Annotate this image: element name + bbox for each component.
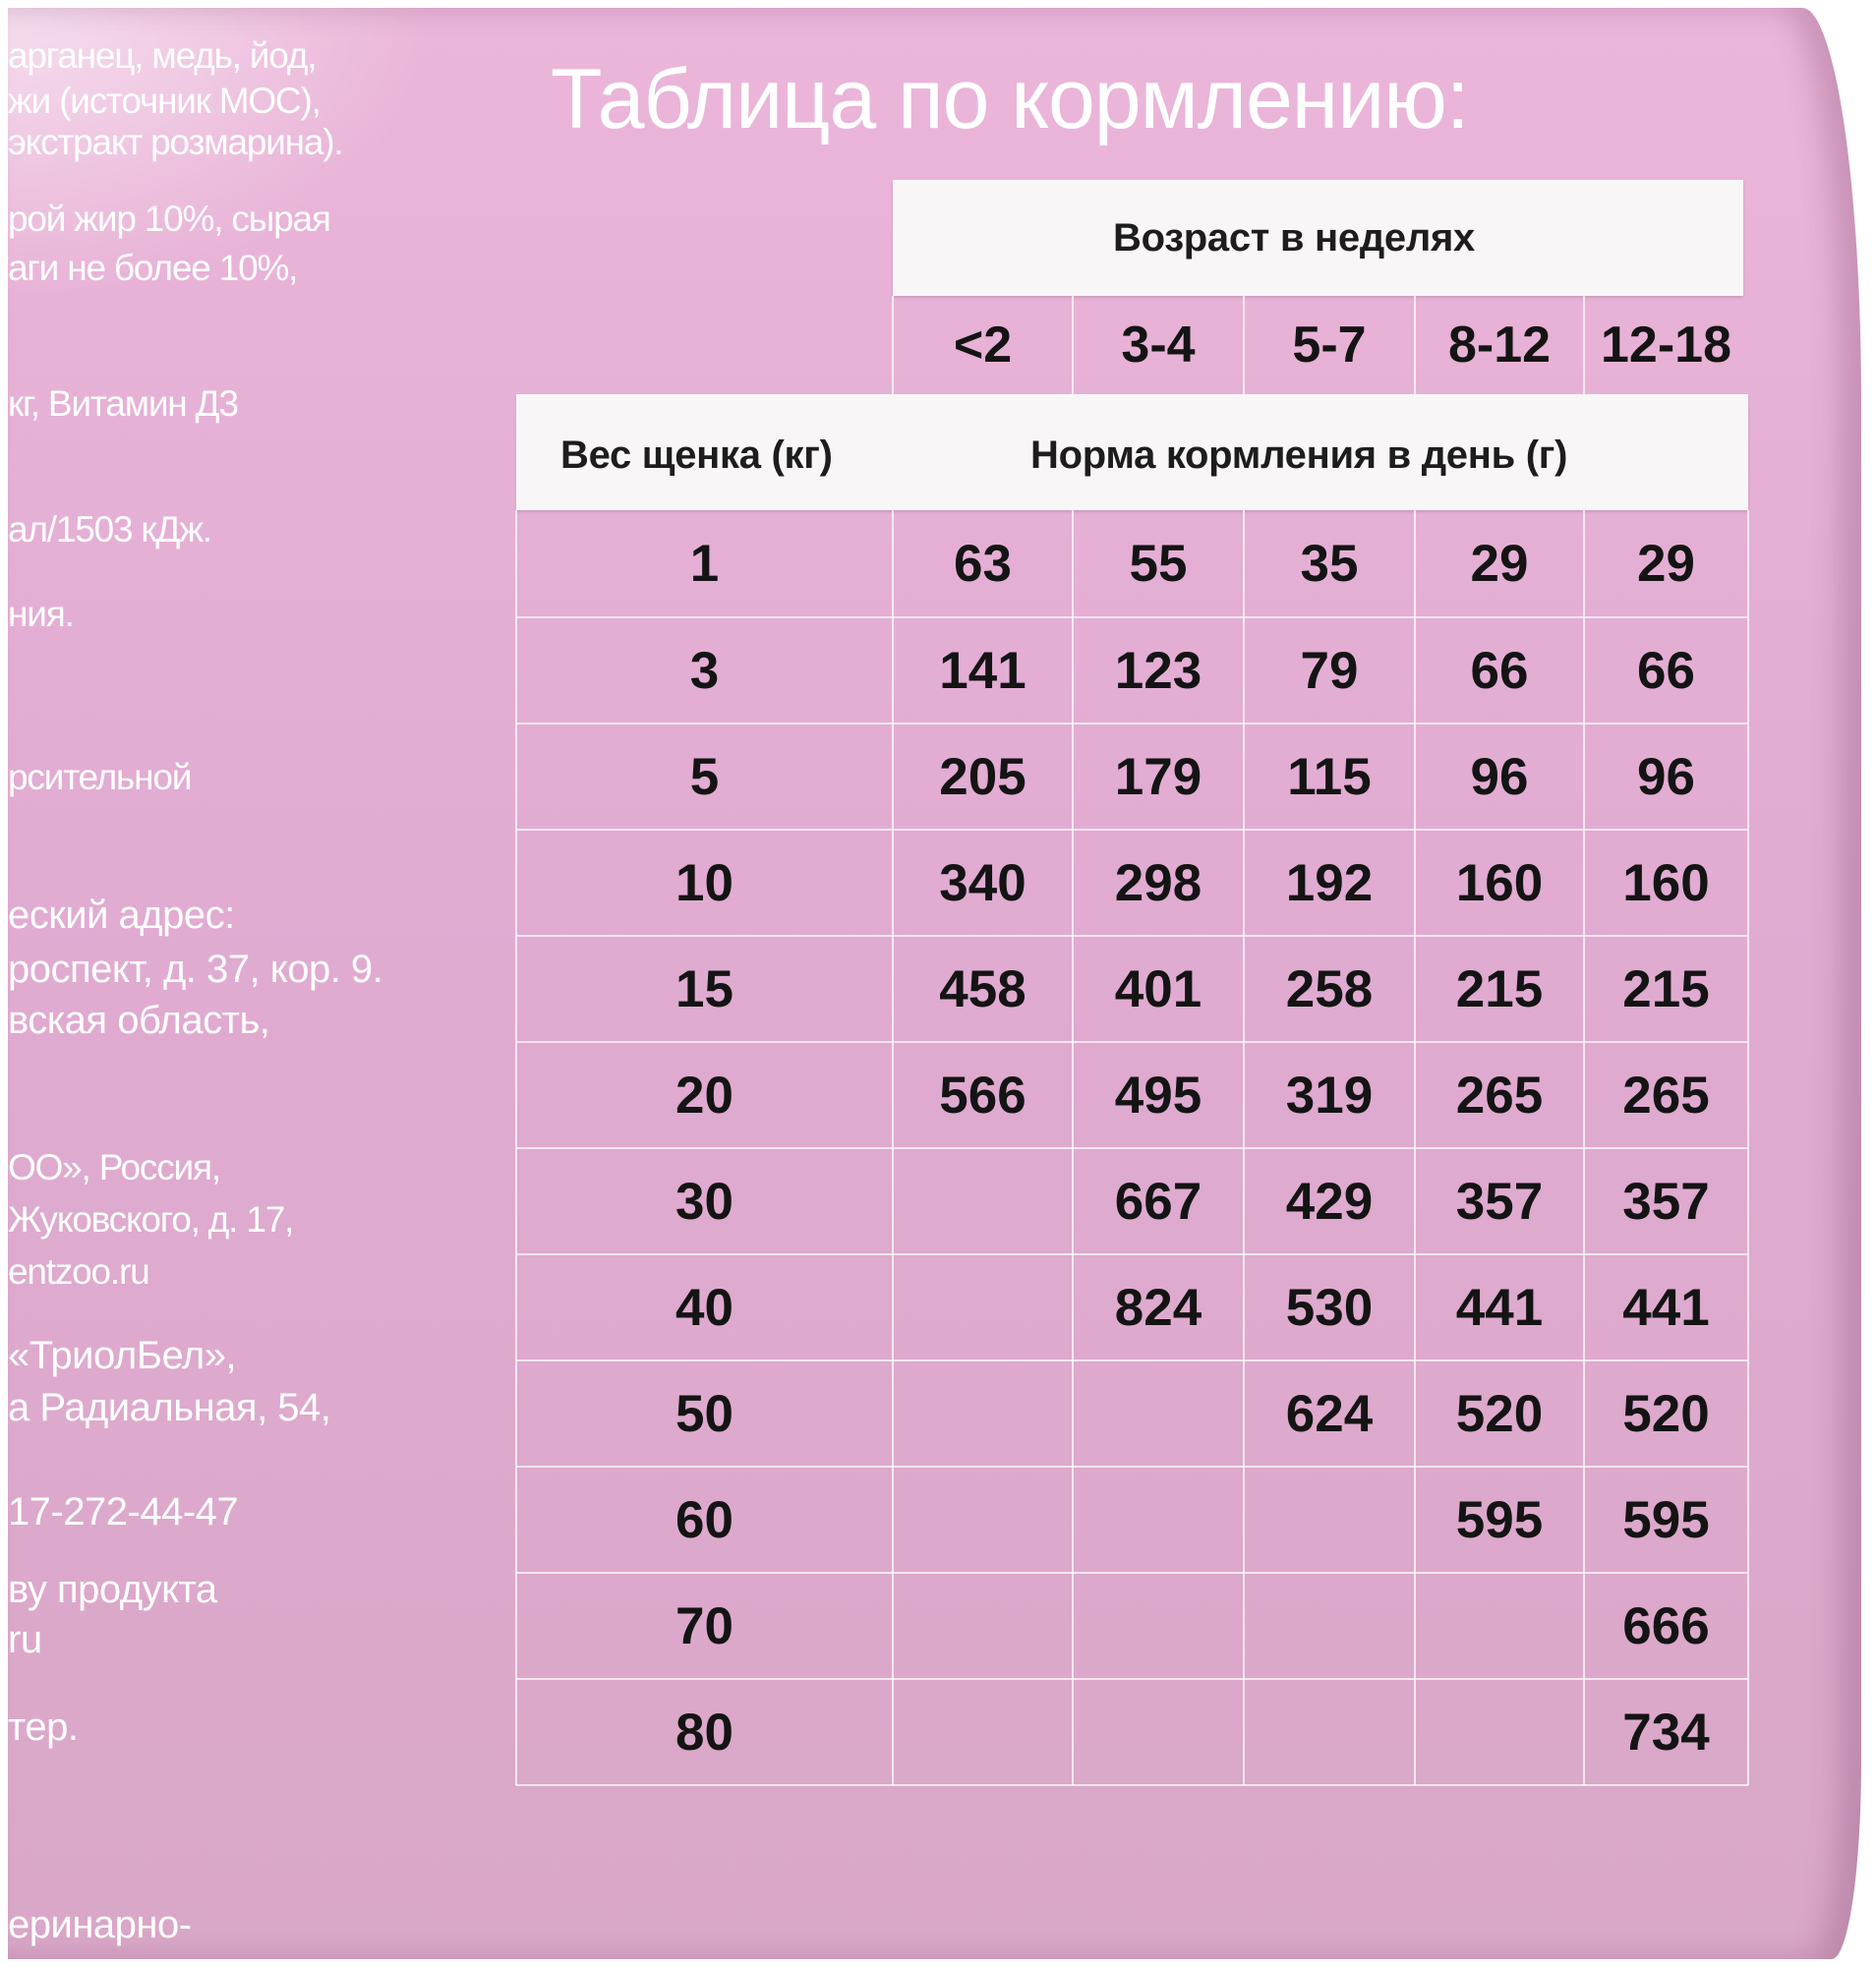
feeding-amount-cell — [1073, 1679, 1244, 1785]
side-text-line: еринарно- — [8, 1903, 192, 1946]
norm-header: Норма кормления в день (г) — [1030, 434, 1568, 477]
feeding-amount-cell: 265 — [1622, 1066, 1710, 1125]
feeding-amount-cell: 265 — [1455, 1066, 1544, 1125]
feeding-amount-cell: 495 — [1114, 1066, 1202, 1125]
side-text-line: «ТриолБел», — [8, 1334, 237, 1377]
side-text-line: ru — [8, 1618, 42, 1661]
weight-cell: 30 — [675, 1172, 733, 1231]
feeding-amount-cell: 96 — [1470, 747, 1529, 806]
feeding-amount-cell: 115 — [1287, 747, 1372, 806]
feeding-amount-cell: 824 — [1114, 1278, 1202, 1337]
feeding-amount-cell: 179 — [1114, 747, 1202, 806]
side-text-line: ву продукта — [8, 1568, 217, 1611]
feeding-amount-cell — [893, 1679, 1073, 1785]
feeding-amount-cell: 441 — [1455, 1278, 1544, 1337]
side-text-line: тер. — [8, 1706, 79, 1749]
feeding-amount-cell: 429 — [1285, 1172, 1374, 1231]
grid-line-vertical — [1243, 296, 1245, 394]
feeding-amount-cell: 215 — [1455, 959, 1544, 1018]
feeding-amount-cell: 215 — [1622, 959, 1710, 1018]
side-text-line: аги не более 10%, — [8, 248, 298, 288]
feeding-amount-cell — [1244, 1467, 1415, 1573]
feeding-amount-cell — [1073, 1360, 1244, 1467]
side-text-line: entzoo.ru — [8, 1251, 149, 1292]
age-column-header: <2 — [953, 317, 1013, 374]
feeding-amount-cell: 441 — [1622, 1278, 1710, 1337]
age-column-header: 3-4 — [1121, 317, 1196, 374]
side-text-line: 17-272-44-47 — [8, 1490, 239, 1533]
age-column-header: 12-18 — [1601, 317, 1731, 374]
side-text-line: кг, Витамин Д3 — [8, 383, 238, 424]
side-text-line: рой жир 10%, сырая — [8, 199, 330, 239]
age-header: Возраст в неделях — [1113, 216, 1475, 260]
weight-cell: 15 — [675, 959, 733, 1018]
side-text-line: ОО», Россия, — [8, 1147, 220, 1187]
feeding-amount-cell: 595 — [1622, 1490, 1710, 1549]
feeding-amount-cell: 595 — [1455, 1490, 1544, 1549]
feeding-amount-cell: 35 — [1300, 535, 1359, 593]
feeding-amount-cell: 29 — [1470, 535, 1529, 593]
side-text-line: Жуковского, д. 17, — [8, 1199, 294, 1240]
feeding-amount-cell: 667 — [1114, 1172, 1202, 1231]
feeding-amount-cell: 141 — [939, 641, 1026, 700]
age-column-header: 8-12 — [1447, 317, 1552, 374]
weight-header: Вес щенка (кг) — [560, 434, 833, 477]
feeding-amount-cell: 29 — [1637, 535, 1695, 593]
weight-cell: 20 — [675, 1066, 733, 1125]
feeding-amount-cell: 357 — [1622, 1172, 1710, 1231]
side-text-line: ния. — [8, 594, 74, 634]
weight-cell: 40 — [675, 1278, 733, 1337]
feeding-amount-cell: 79 — [1300, 641, 1359, 700]
feeding-amount-cell: 160 — [1455, 853, 1544, 912]
feeding-amount-cell: 258 — [1285, 959, 1374, 1018]
feeding-amount-cell — [1244, 1573, 1415, 1679]
side-text-line: арганец, медь, йод, — [8, 35, 317, 76]
feeding-amount-cell: 205 — [939, 747, 1026, 806]
side-text-line: вская область, — [8, 999, 270, 1042]
feeding-amount-cell: 340 — [939, 853, 1026, 912]
feeding-amount-cell — [893, 1254, 1073, 1360]
side-text-line: жи (источник МОС), — [8, 81, 321, 121]
grid-line-vertical — [1072, 296, 1074, 394]
weight-cell: 60 — [675, 1490, 733, 1549]
feeding-amount-cell — [1244, 1679, 1415, 1785]
weight-cell: 5 — [689, 747, 720, 806]
side-text-line: еский адрес: — [8, 894, 235, 937]
side-text-line: рсительной — [8, 757, 192, 797]
feeding-amount-cell — [1415, 1573, 1584, 1679]
package-background — [8, 8, 1861, 1959]
feeding-amount-cell: 55 — [1129, 535, 1188, 593]
feeding-amount-cell: 401 — [1114, 959, 1202, 1018]
feeding-amount-cell — [893, 1573, 1073, 1679]
weight-cell: 80 — [675, 1703, 733, 1762]
feeding-amount-cell — [1415, 1679, 1584, 1785]
feeding-amount-cell: 520 — [1455, 1384, 1544, 1443]
table-title: Таблица по кормлению: — [551, 52, 1469, 146]
feeding-amount-cell — [1073, 1573, 1244, 1679]
feeding-amount-cell: 530 — [1285, 1278, 1374, 1337]
feeding-amount-cell — [893, 1467, 1073, 1573]
feeding-amount-cell: 357 — [1455, 1172, 1544, 1231]
feeding-amount-cell — [893, 1148, 1073, 1254]
weight-cell: 70 — [675, 1596, 733, 1655]
weight-cell: 50 — [675, 1384, 733, 1443]
side-text-line: ал/1503 кДж. — [8, 509, 211, 549]
feeding-amount-cell: 192 — [1285, 853, 1374, 912]
feeding-amount-cell: 566 — [939, 1066, 1026, 1125]
weight-cell: 1 — [689, 535, 720, 593]
feeding-amount-cell: 96 — [1637, 747, 1695, 806]
feeding-amount-cell: 63 — [954, 535, 1012, 593]
feeding-amount-cell: 123 — [1114, 641, 1202, 700]
feeding-amount-cell — [893, 1360, 1073, 1467]
feeding-amount-cell: 520 — [1622, 1384, 1710, 1443]
grid-line-vertical — [1414, 296, 1416, 394]
feeding-amount-cell: 66 — [1637, 641, 1695, 700]
grid-line-vertical — [892, 296, 894, 394]
side-text-line: а Радиальная, 54, — [8, 1386, 331, 1429]
feeding-amount-cell: 160 — [1622, 853, 1710, 912]
feeding-amount-cell: 319 — [1285, 1066, 1374, 1125]
feeding-amount-cell: 458 — [939, 959, 1026, 1018]
side-text-line: роспект, д. 37, кор. 9. — [8, 948, 383, 991]
feeding-amount-cell — [1073, 1467, 1244, 1573]
weight-cell: 3 — [689, 641, 720, 700]
grid-line-vertical — [1583, 296, 1585, 394]
side-text-line: экстракт розмарина). — [8, 122, 343, 162]
feeding-amount-cell: 734 — [1622, 1703, 1710, 1762]
feeding-amount-cell: 66 — [1470, 641, 1529, 700]
age-column-header: 5-7 — [1292, 317, 1367, 374]
weight-cell: 10 — [675, 853, 733, 912]
feeding-amount-cell: 666 — [1622, 1596, 1710, 1655]
feeding-amount-cell: 624 — [1285, 1384, 1374, 1443]
feeding-amount-cell: 298 — [1114, 853, 1202, 912]
